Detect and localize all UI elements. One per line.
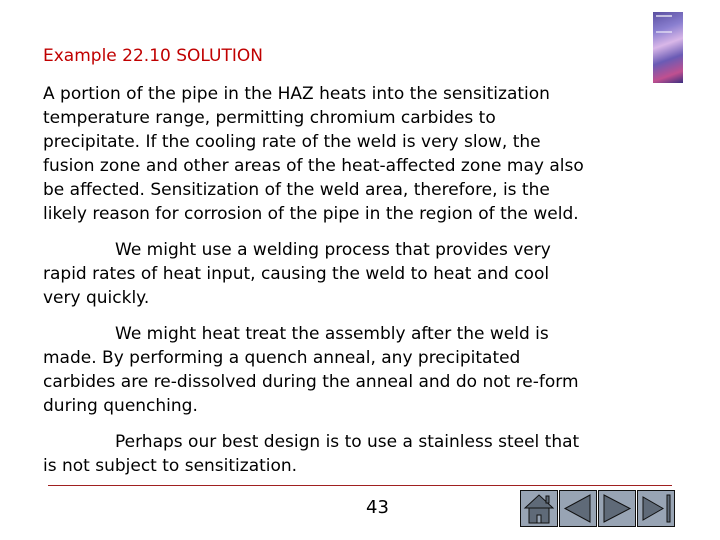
text-line: A portion of the pipe in the HAZ heats into the sensitization <box>43 84 550 104</box>
text-line: made. By performing a quench anneal, any precipitated <box>43 348 521 368</box>
book-cover-image <box>653 12 683 83</box>
footer-divider <box>48 485 672 486</box>
text-line: We might heat treat the assembly after the weld is <box>115 324 549 344</box>
last-button[interactable] <box>637 490 675 527</box>
previous-button[interactable] <box>559 490 597 527</box>
next-icon <box>599 491 635 526</box>
home-icon <box>521 491 557 526</box>
text-line: very quickly. <box>43 288 150 308</box>
slide-title: Example 22.10 SOLUTION <box>43 46 263 66</box>
previous-icon <box>560 491 596 526</box>
text-line: is not subject to sensitization. <box>43 456 298 476</box>
text-line: likely reason for corrosion of the pipe in the region of the weld. <box>43 204 579 224</box>
home-button[interactable] <box>520 490 558 527</box>
text-line: during quenching. <box>43 396 198 416</box>
page-number: 43 <box>366 497 389 518</box>
text-line: be affected. Sensitization of the weld area, therefore, is the <box>43 180 550 200</box>
text-line: We might use a welding process that provides very <box>115 240 551 260</box>
text-line: rapid rates of heat input, causing the weld to heat and cool <box>43 264 550 284</box>
text-line: temperature range, permitting chromium carbides to <box>43 108 496 128</box>
next-button[interactable] <box>598 490 636 527</box>
last-icon <box>638 491 674 526</box>
text-line: precipitate. If the cooling rate of the weld is very slow, the <box>43 132 541 152</box>
navigation-bar <box>520 490 676 527</box>
text-line: carbides are re-dissolved during the anneal and do not re-form <box>43 372 579 392</box>
text-line: Perhaps our best design is to use a stainless steel that <box>115 432 580 452</box>
text-line: fusion zone and other areas of the heat-affected zone may also <box>43 156 584 176</box>
